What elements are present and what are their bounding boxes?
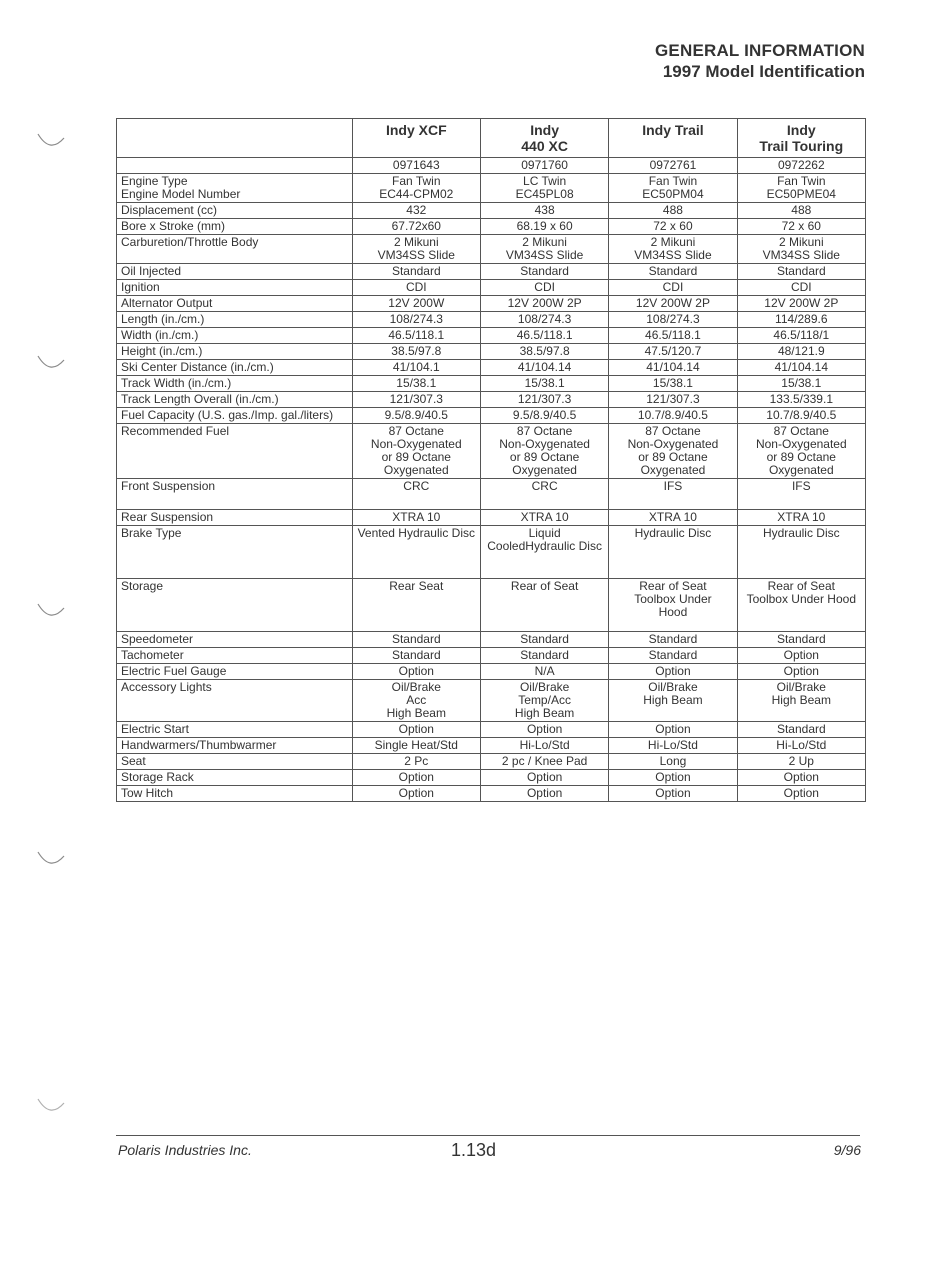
spec-row bbox=[117, 510, 866, 526]
spec-row bbox=[117, 280, 866, 296]
page-number: 1.13d bbox=[451, 1140, 497, 1160]
spec-label: Speedometer bbox=[117, 632, 353, 648]
spec-value: Hydraulic Disc bbox=[609, 526, 737, 579]
spec-label: Handwarmers/Thumbwarmer bbox=[117, 738, 353, 754]
footer-company: Polaris Industries Inc. bbox=[118, 1142, 252, 1158]
spec-value: 488 bbox=[737, 203, 865, 219]
spec-row bbox=[117, 479, 866, 510]
spec-value: 15/38.1 bbox=[352, 376, 480, 392]
spec-value: CDI bbox=[737, 280, 865, 296]
spec-value: 12V 200W 2P bbox=[737, 296, 865, 312]
spec-value: Option bbox=[480, 722, 608, 738]
spec-row bbox=[117, 360, 866, 376]
spec-value: Standard bbox=[609, 632, 737, 648]
spec-value: Option bbox=[737, 786, 865, 802]
spec-label: Accessory Lights bbox=[117, 680, 353, 722]
spec-value: Rear Seat bbox=[352, 579, 480, 632]
model-number: 0972761 bbox=[609, 158, 737, 174]
spec-value: Oil/Brake Acc High Beam bbox=[352, 680, 480, 722]
model-number: 0972262 bbox=[737, 158, 865, 174]
spec-value: LC Twin EC45PL08 bbox=[480, 174, 608, 203]
spec-value: Standard bbox=[352, 632, 480, 648]
spec-row bbox=[117, 648, 866, 664]
spec-value: 2 Mikuni VM34SS Slide bbox=[737, 235, 865, 264]
binder-hole-mark bbox=[36, 600, 66, 622]
spec-value: 41/104.14 bbox=[737, 360, 865, 376]
spec-value: Standard bbox=[480, 632, 608, 648]
spec-value: 12V 200W bbox=[352, 296, 480, 312]
spec-value: XTRA 10 bbox=[352, 510, 480, 526]
spec-value: 2 Mikuni VM34SS Slide bbox=[352, 235, 480, 264]
spec-value: 41/104.1 bbox=[352, 360, 480, 376]
spec-label: Brake Type bbox=[117, 526, 353, 579]
model-spec-table bbox=[116, 118, 866, 802]
spec-row bbox=[117, 344, 866, 360]
spec-label: Bore x Stroke (mm) bbox=[117, 219, 353, 235]
spec-value: XTRA 10 bbox=[737, 510, 865, 526]
spec-value: 108/274.3 bbox=[352, 312, 480, 328]
spec-value: Single Heat/Std bbox=[352, 738, 480, 754]
spec-value: 2 Pc bbox=[352, 754, 480, 770]
spec-value: CDI bbox=[609, 280, 737, 296]
spec-row bbox=[117, 235, 866, 264]
spec-row bbox=[117, 376, 866, 392]
spec-value: 438 bbox=[480, 203, 608, 219]
footer-divider bbox=[116, 1135, 860, 1136]
spec-value: N/A bbox=[480, 664, 608, 680]
spec-value: 121/307.3 bbox=[352, 392, 480, 408]
spec-value: 68.19 x 60 bbox=[480, 219, 608, 235]
spec-value: Standard bbox=[609, 648, 737, 664]
footer-date: 9/96 bbox=[833, 1142, 861, 1158]
spec-value: 87 Octane Non-Oxygenated or 89 Octane Oxygenated bbox=[609, 424, 737, 479]
spec-value: 15/38.1 bbox=[737, 376, 865, 392]
spec-value: Vented Hydraulic Disc bbox=[352, 526, 480, 579]
spec-value: 9.5/8.9/40.5 bbox=[352, 408, 480, 424]
spec-value: 488 bbox=[609, 203, 737, 219]
spec-value: CDI bbox=[480, 280, 608, 296]
spec-value: 432 bbox=[352, 203, 480, 219]
spec-value: Fan Twin EC50PME04 bbox=[737, 174, 865, 203]
spec-value: Option bbox=[352, 770, 480, 786]
spec-value: Rear of Seat Toolbox Under Hood bbox=[609, 579, 737, 632]
spec-row bbox=[117, 754, 866, 770]
spec-label: Ignition bbox=[117, 280, 353, 296]
spec-value: Standard bbox=[480, 264, 608, 280]
spec-label: Electric Fuel Gauge bbox=[117, 664, 353, 680]
spec-label: Width (in./cm.) bbox=[117, 328, 353, 344]
spec-value: Standard bbox=[609, 264, 737, 280]
spec-row bbox=[117, 408, 866, 424]
spec-label: Fuel Capacity (U.S. gas./Imp. gal./liters) bbox=[117, 408, 353, 424]
model-header-3: Indy Trail Touring bbox=[737, 119, 865, 158]
spec-value: CDI bbox=[352, 280, 480, 296]
spec-value: Oil/Brake High Beam bbox=[609, 680, 737, 722]
binder-hole-mark bbox=[36, 1095, 66, 1117]
spec-value: 15/38.1 bbox=[609, 376, 737, 392]
spec-value: 121/307.3 bbox=[480, 392, 608, 408]
spec-value: 46.5/118/1 bbox=[737, 328, 865, 344]
spec-row bbox=[117, 770, 866, 786]
spec-value: 46.5/118.1 bbox=[352, 328, 480, 344]
spec-value: Option bbox=[352, 786, 480, 802]
spec-table-body bbox=[117, 174, 866, 802]
spec-row bbox=[117, 219, 866, 235]
spec-value: 2 pc / Knee Pad bbox=[480, 754, 608, 770]
spec-value: 72 x 60 bbox=[737, 219, 865, 235]
spec-row bbox=[117, 786, 866, 802]
spec-label: Rear Suspension bbox=[117, 510, 353, 526]
spec-value: 48/121.9 bbox=[737, 344, 865, 360]
spec-label: Front Suspension bbox=[117, 479, 353, 510]
spec-label: Carburetion/Throttle Body bbox=[117, 235, 353, 264]
spec-value: 121/307.3 bbox=[609, 392, 737, 408]
model-name-row bbox=[117, 119, 866, 158]
spec-value: 87 Octane Non-Oxygenated or 89 Octane Oxygenated bbox=[480, 424, 608, 479]
spec-value: Option bbox=[609, 664, 737, 680]
spec-value: Rear of Seat Toolbox Under Hood bbox=[737, 579, 865, 632]
spec-value: Standard bbox=[352, 648, 480, 664]
spec-value: 38.5/97.8 bbox=[352, 344, 480, 360]
spec-label: Tow Hitch bbox=[117, 786, 353, 802]
spec-value: Option bbox=[352, 722, 480, 738]
model-number-row bbox=[117, 158, 866, 174]
model-header-2: Indy Trail bbox=[609, 119, 737, 158]
spec-value: Option bbox=[609, 786, 737, 802]
spec-value: 15/38.1 bbox=[480, 376, 608, 392]
spec-value: Hi-Lo/Std bbox=[480, 738, 608, 754]
spec-label: Tachometer bbox=[117, 648, 353, 664]
spec-value: 87 Octane Non-Oxygenated or 89 Octane Oxygenated bbox=[352, 424, 480, 479]
spec-value: Standard bbox=[737, 722, 865, 738]
spec-value: 12V 200W 2P bbox=[480, 296, 608, 312]
spec-value: Long bbox=[609, 754, 737, 770]
spec-label: Recommended Fuel bbox=[117, 424, 353, 479]
model-header-1: Indy 440 XC bbox=[480, 119, 608, 158]
corner-cell bbox=[117, 158, 353, 174]
spec-value: IFS bbox=[609, 479, 737, 510]
spec-row bbox=[117, 312, 866, 328]
spec-row bbox=[117, 680, 866, 722]
model-number: 0971760 bbox=[480, 158, 608, 174]
spec-value: 46.5/118.1 bbox=[480, 328, 608, 344]
spec-value: Oil/Brake High Beam bbox=[737, 680, 865, 722]
spec-row bbox=[117, 392, 866, 408]
spec-row bbox=[117, 738, 866, 754]
spec-value: Option bbox=[609, 770, 737, 786]
spec-value: Standard bbox=[480, 648, 608, 664]
spec-row bbox=[117, 424, 866, 479]
spec-label: Storage Rack bbox=[117, 770, 353, 786]
spec-value: 38.5/97.8 bbox=[480, 344, 608, 360]
spec-label: Track Length Overall (in./cm.) bbox=[117, 392, 353, 408]
spec-value: Oil/Brake Temp/Acc High Beam bbox=[480, 680, 608, 722]
spec-value: Standard bbox=[737, 632, 865, 648]
spec-value: Option bbox=[737, 664, 865, 680]
spec-value: 133.5/339.1 bbox=[737, 392, 865, 408]
spec-row bbox=[117, 526, 866, 579]
spec-value: Option bbox=[609, 722, 737, 738]
spec-label: Track Width (in./cm.) bbox=[117, 376, 353, 392]
spec-label: Height (in./cm.) bbox=[117, 344, 353, 360]
spec-value: 46.5/118.1 bbox=[609, 328, 737, 344]
spec-value: Hi-Lo/Std bbox=[737, 738, 865, 754]
spec-value: CRC bbox=[352, 479, 480, 510]
spec-value: Option bbox=[480, 786, 608, 802]
binder-hole-mark bbox=[36, 130, 66, 152]
spec-value: Standard bbox=[352, 264, 480, 280]
spec-row bbox=[117, 203, 866, 219]
spec-label: Ski Center Distance (in./cm.) bbox=[117, 360, 353, 376]
spec-value: Option bbox=[737, 770, 865, 786]
spec-value: 9.5/8.9/40.5 bbox=[480, 408, 608, 424]
page-subtitle: 1997 Model Identification bbox=[662, 62, 865, 81]
spec-value: 87 Octane Non-Oxygenated or 89 Octane Oxygenated bbox=[737, 424, 865, 479]
spec-label: Length (in./cm.) bbox=[117, 312, 353, 328]
spec-value: 47.5/120.7 bbox=[609, 344, 737, 360]
spec-value: 67.72x60 bbox=[352, 219, 480, 235]
spec-value: 2 Mikuni VM34SS Slide bbox=[609, 235, 737, 264]
spec-value: CRC bbox=[480, 479, 608, 510]
spec-row bbox=[117, 328, 866, 344]
spec-value: Hi-Lo/Std bbox=[609, 738, 737, 754]
spec-value: Option bbox=[352, 664, 480, 680]
binder-hole-mark bbox=[36, 848, 66, 870]
binder-hole-mark bbox=[36, 352, 66, 374]
section-title: GENERAL INFORMATION bbox=[655, 41, 865, 60]
spec-row bbox=[117, 296, 866, 312]
spec-label: Alternator Output bbox=[117, 296, 353, 312]
spec-value: 114/289.6 bbox=[737, 312, 865, 328]
spec-label: Storage bbox=[117, 579, 353, 632]
spec-value: XTRA 10 bbox=[480, 510, 608, 526]
corner-cell bbox=[117, 119, 353, 158]
spec-value: 41/104.14 bbox=[480, 360, 608, 376]
spec-value: Fan Twin EC44-CPM02 bbox=[352, 174, 480, 203]
spec-value: XTRA 10 bbox=[609, 510, 737, 526]
spec-row bbox=[117, 722, 866, 738]
spec-label: Oil Injected bbox=[117, 264, 353, 280]
model-header-0: Indy XCF bbox=[352, 119, 480, 158]
model-number: 0971643 bbox=[352, 158, 480, 174]
spec-value: Liquid CooledHydraulic Disc bbox=[480, 526, 608, 579]
spec-value: 108/274.3 bbox=[480, 312, 608, 328]
spec-value: IFS bbox=[737, 479, 865, 510]
spec-value: 72 x 60 bbox=[609, 219, 737, 235]
spec-label: Electric Start bbox=[117, 722, 353, 738]
spec-value: Fan Twin EC50PM04 bbox=[609, 174, 737, 203]
spec-value: 10.7/8.9/40.5 bbox=[609, 408, 737, 424]
spec-row bbox=[117, 632, 866, 648]
spec-row bbox=[117, 264, 866, 280]
spec-value: 2 Mikuni VM34SS Slide bbox=[480, 235, 608, 264]
spec-value: Hydraulic Disc bbox=[737, 526, 865, 579]
spec-value: Rear of Seat bbox=[480, 579, 608, 632]
spec-value: 108/274.3 bbox=[609, 312, 737, 328]
spec-value: 41/104.14 bbox=[609, 360, 737, 376]
spec-label: Engine Type Engine Model Number bbox=[117, 174, 353, 203]
spec-value: Standard bbox=[737, 264, 865, 280]
spec-row bbox=[117, 174, 866, 203]
spec-value: 10.7/8.9/40.5 bbox=[737, 408, 865, 424]
spec-label: Seat bbox=[117, 754, 353, 770]
spec-value: Option bbox=[480, 770, 608, 786]
spec-value: Option bbox=[737, 648, 865, 664]
spec-value: 12V 200W 2P bbox=[609, 296, 737, 312]
page-header bbox=[655, 40, 865, 82]
spec-row bbox=[117, 664, 866, 680]
spec-row bbox=[117, 579, 866, 632]
spec-label: Displacement (cc) bbox=[117, 203, 353, 219]
spec-value: 2 Up bbox=[737, 754, 865, 770]
